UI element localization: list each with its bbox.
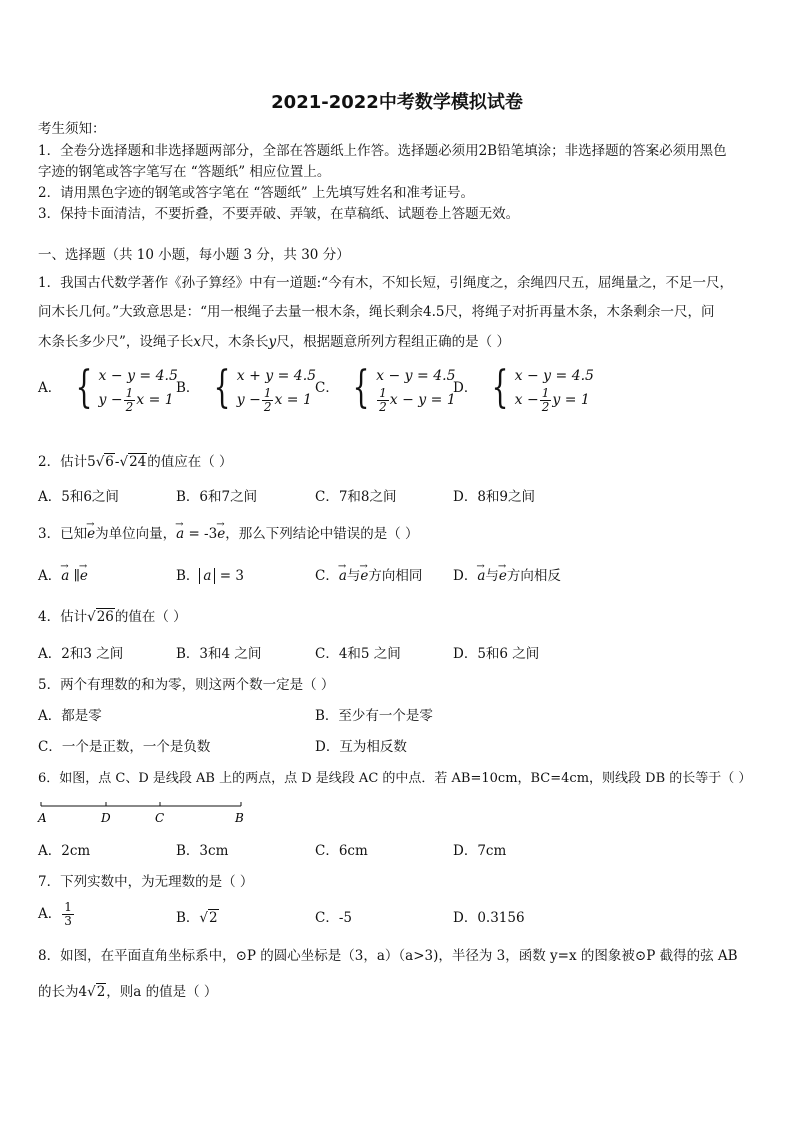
- question-7-stem: 7．下列实数中，为无理数的是（ ）: [38, 874, 254, 890]
- point-label-d: D: [101, 811, 111, 825]
- question-1-option-b[interactable]: B． { x + y = 4.5 y − $\frac{1}{2}$ x = 1: [176, 362, 317, 414]
- point-label-a: A: [38, 811, 47, 825]
- question-1-option-c[interactable]: C． { x − y = 4.5 $\frac{1}{2}$ x − y = 1: [315, 362, 456, 414]
- question-3-option-d[interactable]: D．→ a与→ e方向相反: [453, 567, 561, 585]
- notice-item: 2．请用黑色字迹的钢笔或答字笔在 “答题纸” 上先填写姓名和准考证号。: [38, 185, 474, 201]
- question-1-line-3: 木条长多少尺”，设绳子长x尺，木条长y尺，根据题意所列方程组正确的是（ ）: [38, 334, 510, 350]
- question-7-option-c[interactable]: C．-5: [315, 910, 352, 926]
- question-7-option-a[interactable]: A． $\frac{1}{3}$: [38, 900, 72, 928]
- question-1-option-a[interactable]: A． { x − y = 4.5 y − $\frac{1}{2}$ x = 1: [38, 362, 178, 414]
- question-2-option-a[interactable]: A．5和6之间: [38, 489, 119, 505]
- question-5-option-c[interactable]: C．一个是正数，一个是负数: [38, 739, 211, 755]
- question-5-stem: 5．两个有理数的和为零，则这两个数一定是（ ）: [38, 677, 335, 693]
- question-4-option-d[interactable]: D．5和6 之间: [453, 646, 540, 662]
- question-2-stem: 2．估计5√6-√24的值应在（ ）: [38, 454, 233, 470]
- point-label-b: B: [235, 811, 244, 825]
- question-2-option-b[interactable]: B．6和7之间: [176, 489, 258, 505]
- notice-heading: 考生须知：: [38, 121, 106, 137]
- question-1-line-2: 问木长几何。”大致意思是：“用一根绳子去量一根木条，绳长剩余4.5尺，将绳子对折再量木条，木条剩余一尺，问: [38, 304, 715, 320]
- notice-item: 1．全卷分选择题和非选择题两部分，全部在答题纸上作答。选择题必须用2B铅笔填涂；非选择题的答案必须用黑色: [38, 143, 727, 159]
- question-8-line-2: 的长为4√2，则a 的值是（ ）: [38, 984, 218, 1000]
- point-label-c: C: [155, 811, 165, 825]
- question-2-option-c[interactable]: C．7和8之间: [315, 489, 397, 505]
- question-4-option-c[interactable]: C．4和5 之间: [315, 646, 401, 662]
- notice-item: 3．保持卡面清洁，不要折叠，不要弄破、弄皱，在草稿纸、试题卷上答题无效。: [38, 206, 520, 222]
- question-8-line-1: 8．如图，在平面直角坐标系中，⊙P 的圆心坐标是（3，a）（a>3)，半径为 3，函数 y=x 的图象被⊙P 截得的弦 AB: [38, 948, 738, 964]
- question-3-option-a[interactable]: A．→ a ∥→ e: [38, 567, 88, 585]
- question-1-line-1: 1．我国古代数学著作《孙子算经》中有一道题:“今有木，不知长短，引绳度之，余绳四尺五，屈绳量之，不足一尺，: [38, 275, 734, 291]
- question-6-option-c[interactable]: C．6cm: [315, 843, 368, 859]
- notice-item: 字迹的钢笔或答字笔写在 “答题纸” 相应位置上。: [38, 164, 331, 180]
- question-4-option-b[interactable]: B．3和4 之间: [176, 646, 262, 662]
- question-2-option-d[interactable]: D．8和9之间: [453, 489, 536, 505]
- question-4-option-a[interactable]: A．2和3 之间: [38, 646, 124, 662]
- question-6-option-a[interactable]: A．2cm: [38, 843, 91, 859]
- question-5-option-d[interactable]: D．互为相反数: [315, 739, 407, 755]
- question-3-option-b[interactable]: B． a = 3: [176, 568, 244, 584]
- question-3-option-c[interactable]: C．→ a与→ e方向相同: [315, 567, 422, 585]
- question-5-option-b[interactable]: B．至少有一个是零: [315, 708, 433, 724]
- section-heading: 一、选择题（共 10 小题，每小题 3 分，共 30 分）: [38, 247, 350, 263]
- question-7-option-d[interactable]: D．0.3156: [453, 910, 525, 926]
- question-3-stem: 3．已知→ e为单位向量，→ a = -3→ e，那么下列结论中错误的是（ ）: [38, 525, 419, 543]
- question-1-option-d[interactable]: D． { x − y = 4.5 x − $\frac{1}{2}$ y = 1: [453, 362, 594, 414]
- question-4-stem: 4．估计√26的值在（ ）: [38, 609, 187, 625]
- question-6-stem: 6．如图，点 C、D 是线段 AB 上的两点，点 D 是线段 AC 的中点．若 AB=10cm，BC=4cm，则线段 DB 的长等于（ ）: [38, 771, 752, 786]
- page-title: 2021-2022中考数学模拟试卷: [271, 92, 523, 113]
- question-5-option-a[interactable]: A．都是零: [38, 708, 102, 724]
- segment-figure: [36, 800, 250, 826]
- question-6-option-b[interactable]: B．3cm: [176, 843, 229, 859]
- question-6-option-d[interactable]: D．7cm: [453, 843, 507, 859]
- question-7-option-b[interactable]: B．√2: [176, 910, 218, 926]
